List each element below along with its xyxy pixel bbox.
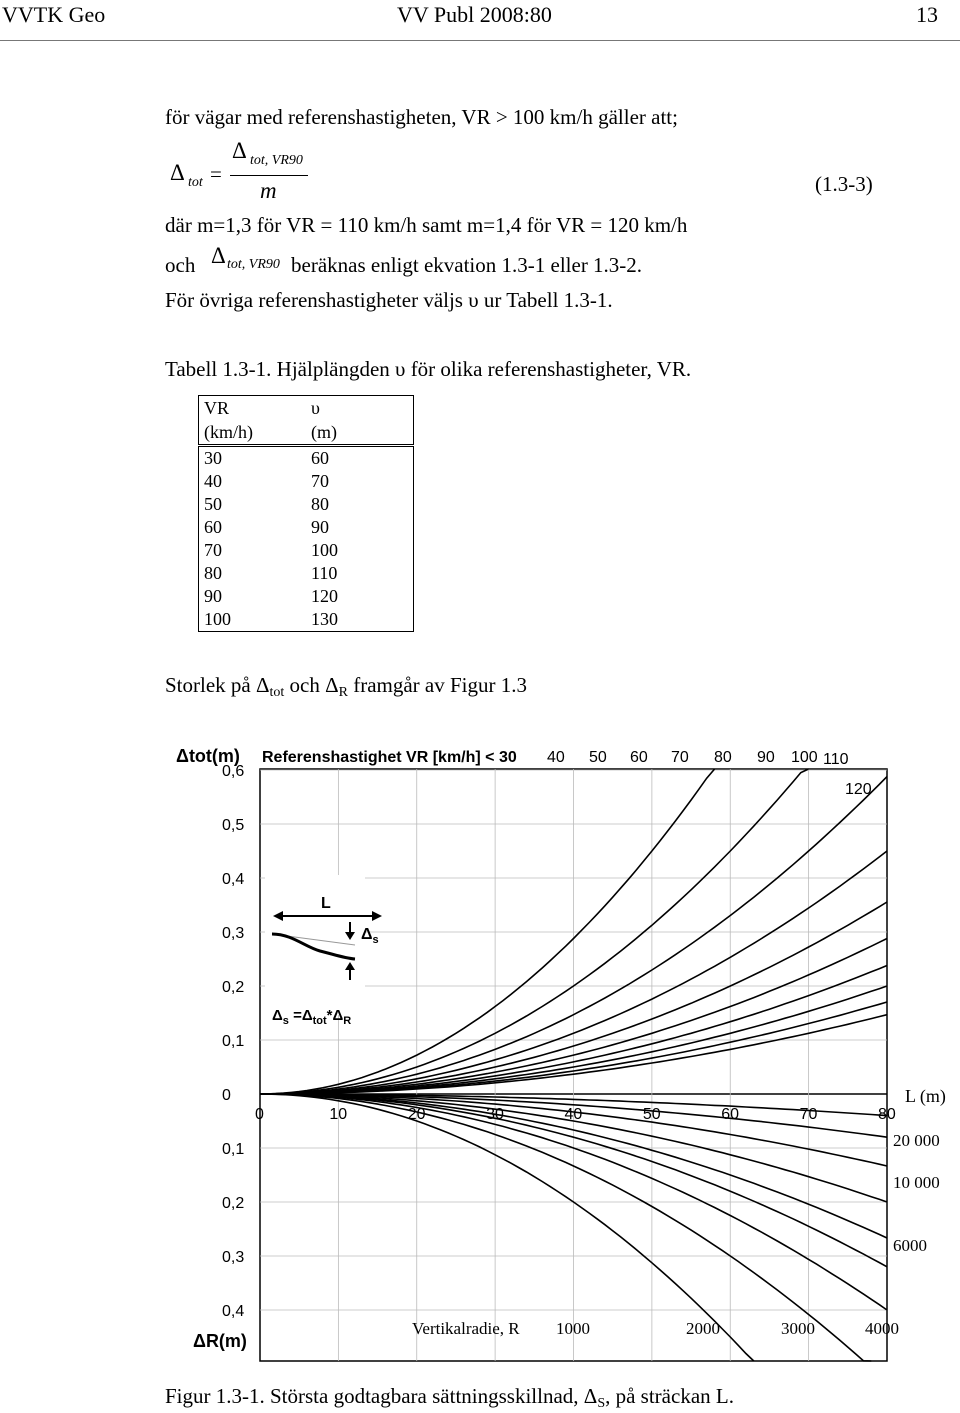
series-label: 60 [630, 749, 648, 766]
radius-axis-tick: 2000 [686, 1319, 720, 1338]
x-tick-label: 30 [486, 1106, 504, 1123]
x-tick-label: 70 [799, 1106, 818, 1123]
x-tick-label: 0 [255, 1106, 264, 1123]
och-delta-sub: tot, VR90 [227, 257, 280, 272]
radius-side-label: 20 000 [893, 1131, 940, 1150]
text-ovriga: För övriga referenshastigheter väljs υ ur Tabell 1.3-1. [165, 288, 613, 312]
y-tick-label: 0,1 [222, 1033, 245, 1050]
table-header: υ [311, 397, 320, 418]
x-tick-label: 50 [642, 1106, 661, 1123]
y-tick-label: 0,3 [222, 1249, 245, 1266]
series-label: 100 [791, 749, 818, 766]
table-row: 60 90 [204, 517, 329, 537]
table-caption: Tabell 1.3-1. Hjälplängden υ för olika referenshastigheter, VR. [165, 357, 692, 381]
radius-side-label: 10 000 [893, 1173, 940, 1192]
series-label: 40 [547, 749, 565, 766]
och-rest: beräknas enligt ekvation 1.3-1 eller 1.3-2. [291, 253, 643, 277]
y-tick-label: 0,1 [222, 1141, 245, 1158]
x-tick-label: 80 [878, 1106, 896, 1123]
text-och-line [165, 243, 865, 283]
velocity-table [198, 395, 414, 632]
y-tick-label: 0,6 [222, 763, 245, 780]
y-tick-label: 0,2 [222, 979, 245, 996]
series-label: 120 [845, 781, 872, 798]
table-row: 70 100 [204, 540, 338, 560]
inset-bg [265, 875, 365, 1015]
radius-axis-tick: 3000 [781, 1319, 815, 1338]
top-title: Referenshastighet VR [km/h] < 30 [262, 749, 517, 766]
series-label: 80 [714, 749, 732, 766]
y-tick-label: 0,2 [222, 1195, 245, 1212]
table-header: (m) [306, 420, 414, 446]
y-tick-label: 0,4 [222, 1303, 245, 1320]
gridlines [260, 769, 887, 1361]
series-label: 70 [671, 749, 689, 766]
table-row: 90 120 [204, 586, 338, 606]
formula-den: m [260, 178, 277, 203]
radius-axis-label: Vertikalradie, R [412, 1319, 520, 1338]
x-tick-label: 20 [407, 1106, 426, 1123]
radius-side-label: 6000 [893, 1236, 927, 1255]
header-left: VVTK Geo [2, 2, 106, 27]
radius-axis-tick: 4000 [865, 1319, 899, 1338]
top-ylabel-sym: Δtot(m) [176, 746, 240, 766]
y-tick-label: 0 [222, 1087, 231, 1104]
formula-lhs: Δ [170, 160, 185, 185]
radius-axis-tick: 1000 [556, 1319, 590, 1338]
figure-caption: Figur 1.3-1. Största godtagbara sättningsskillnad, $\Delta_S$, på sträckan L. [165, 1384, 734, 1411]
x-tick-label: 40 [564, 1106, 583, 1123]
inset-ds: $\Delta_s$ [361, 926, 379, 946]
equation-label: (1.3-3) [815, 172, 873, 196]
x-axis-label: L (m) [905, 1086, 946, 1106]
fraction-bar [230, 175, 308, 176]
table-row: 80 110 [204, 563, 338, 583]
intro-text: för vägar med referenshastigheten, VR > 100 km/h gäller att; [165, 105, 678, 129]
bottom-ylabel: ΔR(m) [193, 1331, 247, 1351]
page-number: 13 [916, 2, 938, 27]
series-label: 50 [589, 749, 607, 766]
y-tick-label: 0,5 [222, 817, 245, 834]
formula-num: Δ [232, 138, 247, 163]
formula-lhs-sub: tot [188, 175, 203, 190]
formula-eq: = [210, 162, 222, 186]
table-row: 40 70 [204, 471, 329, 491]
formula [170, 138, 370, 208]
table-row: 50 80 [204, 494, 329, 514]
x-tick-label: 10 [329, 1106, 348, 1123]
header-center: VV Publ 2008:80 [397, 2, 552, 27]
och-word: och [165, 253, 196, 277]
storlek-text: Storlek på $\Delta_{tot}$ och $\Delta_R$ framgår av Figur 1.3 [165, 673, 528, 700]
table-header: (km/h) [199, 420, 307, 446]
formula-num-sub: tot, VR90 [250, 153, 303, 168]
inset-L: L [321, 895, 331, 912]
table-row: 100 130 [204, 609, 338, 629]
series-label: 90 [757, 749, 775, 766]
table-row: 30 60 [204, 448, 329, 468]
settlement-chart [0, 740, 960, 1380]
header-rule [0, 40, 960, 41]
text-m-values: där m=1,3 för VR = 110 km/h samt m=1,4 för VR = 120 km/h [165, 213, 688, 237]
y-tick-label: 0,3 [222, 925, 245, 942]
och-delta: Δ [211, 243, 226, 268]
table-header: VR [204, 397, 230, 418]
series-label: 110 [823, 751, 849, 768]
inset-arrowhead-right [372, 911, 382, 921]
y-tick-label: 0,4 [222, 871, 245, 888]
x-tick-label: 60 [721, 1106, 740, 1123]
inset-equation: $\Delta_s =\Delta_{tot}*\Delta_R$ [272, 1007, 352, 1027]
